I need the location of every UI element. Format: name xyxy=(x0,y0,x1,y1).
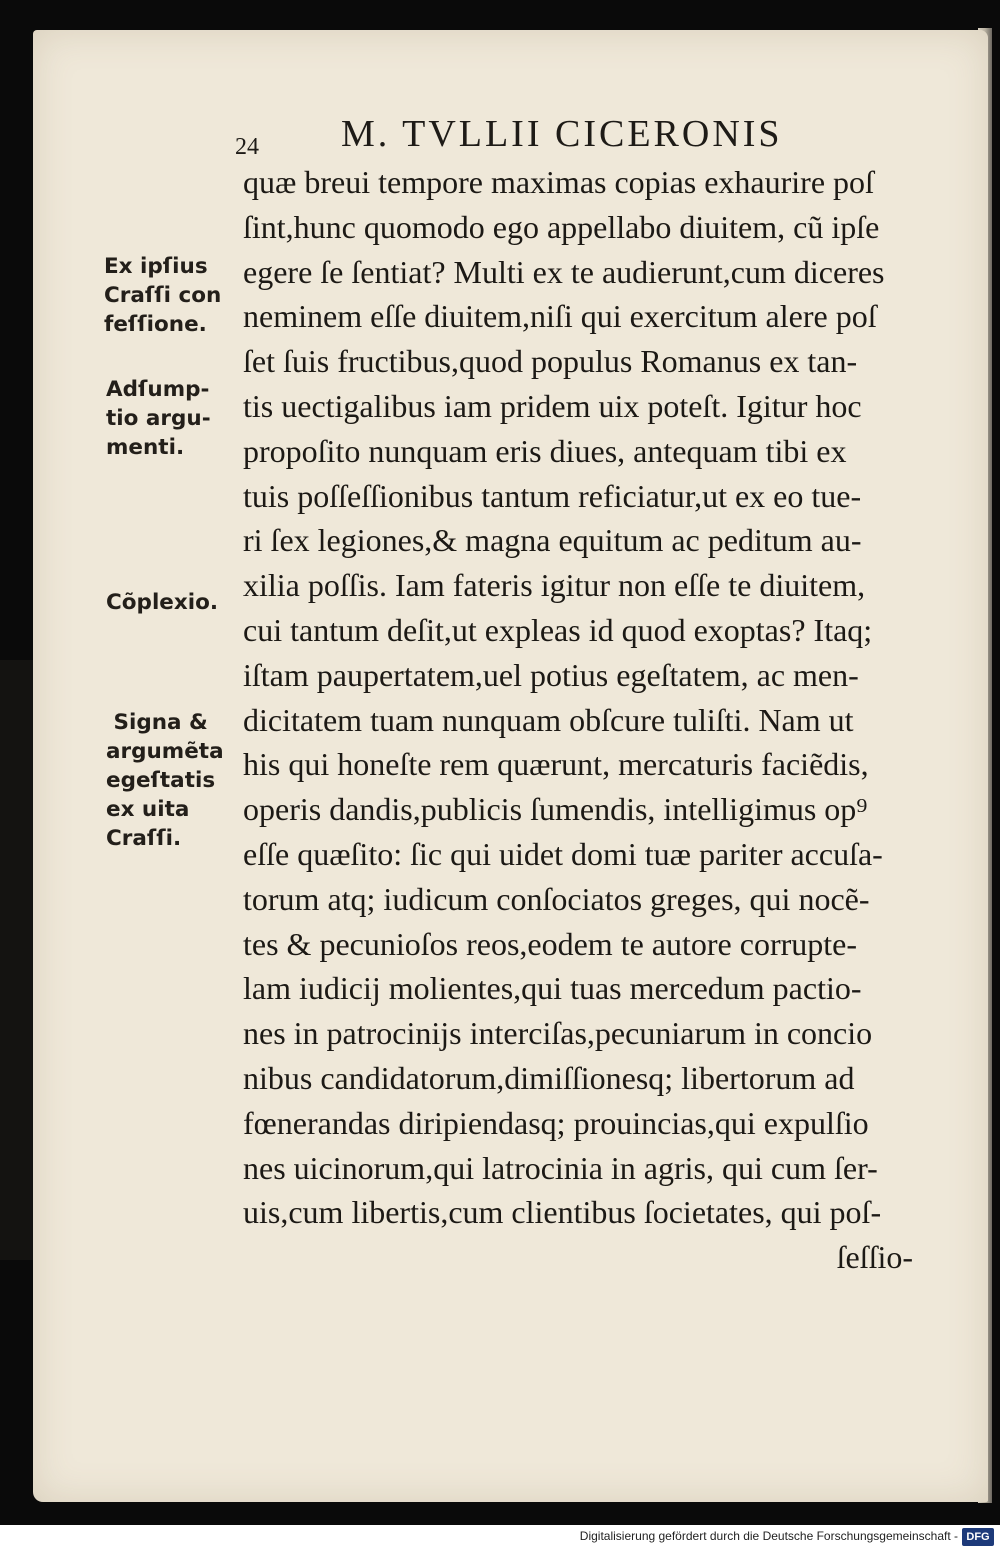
text-line: nibus candidatorum,dimiſſionesq; libertorum ad xyxy=(243,1059,855,1096)
margin-note-confession: Ex ipſius Craſſi con feſſione. xyxy=(104,254,222,337)
text-line: lam iudicij molientes,qui tuas mercedum pactio- xyxy=(243,970,862,1007)
page-header xyxy=(235,112,935,162)
text-line: cui tantum deſit,ut expleas id quod exoptas? Itaq; xyxy=(243,611,873,648)
text-line: torum atq; iudicum conſociatos greges, qui nocẽ- xyxy=(243,880,870,917)
margin-note-signs: Signa & argumẽta egeſtatis ex uita Craſſi. xyxy=(106,710,224,851)
text-line: fœnerandas diripiendasq; prouincias,qui expulſio xyxy=(243,1104,869,1141)
digitization-footer xyxy=(0,1525,1000,1549)
text-line: uis,cum libertis,cum clientibus ſocietates, qui poſ- xyxy=(243,1194,882,1231)
text-line: nes uicinorum,qui latrocinia in agris, qui cum ſer- xyxy=(243,1149,878,1186)
text-line: eſſe quæſito: ſic qui uidet domi tuæ pariter accuſa- xyxy=(243,835,883,872)
text-line: xilia poſſis. Iam fateris igitur non eſſe te diuitem, xyxy=(243,567,866,604)
running-title: M. TVLLII CICERONIS xyxy=(341,113,783,155)
funding-credit: Digitalisierung gefördert durch die Deutsche Forschungsgemeinschaft - xyxy=(579,1529,958,1543)
page-number: 24 xyxy=(235,134,259,160)
text-line: tes & pecunioſos reos,eodem te autore corrupte- xyxy=(243,925,857,962)
text-line: ri ſex legiones,& magna equitum ac peditum au- xyxy=(243,522,862,559)
text-line: ſet ſuis fructibus,quod populus Romanus ex tan- xyxy=(243,343,858,380)
text-line: egere ſe ſentiat? Multi ex te audierunt,cum diceres xyxy=(243,253,885,290)
margin-note-assumption: Adſump- tio argu- menti. xyxy=(106,377,211,460)
text-line: propoſito nunquam eris diues, antequam tibi ex xyxy=(243,432,847,469)
text-line: quæ breui tempore maximas copias exhaurire poſ xyxy=(243,164,874,200)
dfg-logo: DFG xyxy=(962,1528,994,1546)
text-line: his qui honeſte rem quærunt, mercaturis faciẽdis, xyxy=(243,746,869,783)
text-line: neminem eſſe diuitem,niſi qui exercitum alere poſ xyxy=(243,298,877,335)
catchword: ſeſſio- xyxy=(836,1239,913,1276)
text-line: operis dandis,publicis ſumendis, intelligimus op⁹ xyxy=(243,791,868,828)
text-line: ſint,hunc quomodo ego appellabo diuitem, cũ ipſe xyxy=(243,208,880,245)
body-text xyxy=(243,160,923,1280)
text-line: iſtam paupertatem,uel potius egeſtatem, ac men- xyxy=(243,656,859,693)
text-line: tis uectigalibus iam pridem uix poteſt. Igitur hoc xyxy=(243,387,862,424)
margin-note-conclusion: Cõplexio. xyxy=(106,590,219,615)
text-line: nes in patrocinijs interciſas,pecuniarum in concio xyxy=(243,1015,873,1052)
text-line: dicitatem tuam nunquam obſcure tuliſti. Nam ut xyxy=(243,701,854,738)
text-line: tuis poſſeſſionibus tantum reficiatur,ut ex eo tue- xyxy=(243,477,862,514)
